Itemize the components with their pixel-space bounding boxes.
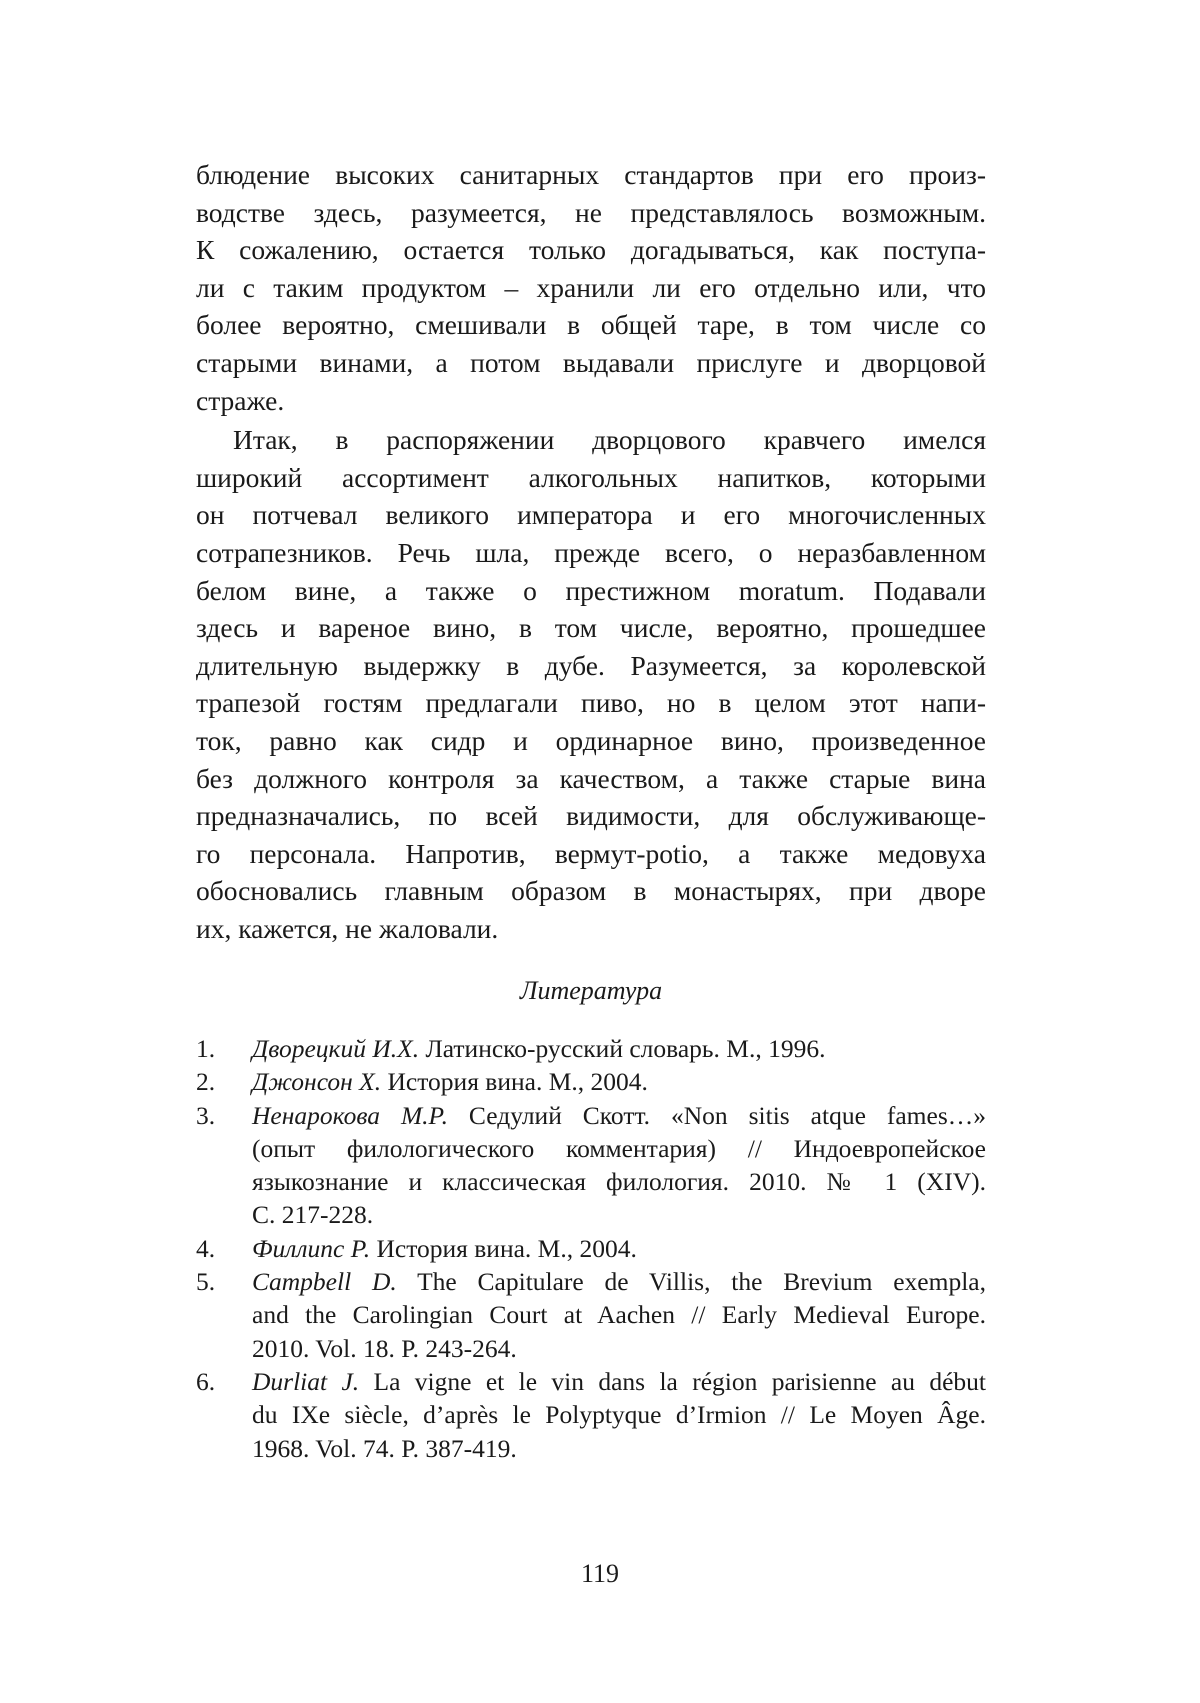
reference-item bbox=[196, 1232, 986, 1265]
reference-item bbox=[196, 1099, 986, 1232]
text-line: он потчевал великого императора и его многочисленных bbox=[196, 499, 986, 531]
reference-author: Ненарокова М.Р. bbox=[252, 1100, 448, 1130]
reference-author: Джонсон Х. bbox=[252, 1067, 382, 1097]
text-line: блюдение высоких санитарных стандартов при его произ- bbox=[196, 159, 986, 190]
reference-number: 6. bbox=[196, 1366, 216, 1396]
text-line: более вероятно, смешивали в общей таре, в том числе со bbox=[196, 309, 986, 341]
reference-number: 2. bbox=[196, 1067, 216, 1097]
reference-line bbox=[252, 1232, 986, 1265]
reference-text: Латинско-русский словарь. М., 1996. bbox=[419, 1034, 826, 1063]
reference-text: История вина. М., 2004. bbox=[381, 1067, 648, 1097]
references-list bbox=[196, 1032, 986, 1465]
reference-text: La vigne et le vin dans la région parisienne au début bbox=[359, 1366, 986, 1396]
reference-author: Дворецкий И.Х. bbox=[252, 1034, 420, 1063]
text-line: ли с таким продуктом – хранили ли его отдельно или, что bbox=[196, 271, 986, 303]
text-line: Итак, в распоряжении дворцового кравчего имелся bbox=[233, 424, 986, 456]
text-line: страже. bbox=[196, 384, 285, 416]
body-paragraph-1 bbox=[196, 156, 986, 419]
reference-line: С. 217-228. bbox=[252, 1200, 374, 1230]
reference-line: 1968. Vol. 74. P. 387-419. bbox=[252, 1433, 517, 1463]
text-line: их, кажется, не жаловали. bbox=[196, 912, 499, 944]
reference-line: and the Carolingian Court at Aachen // Early Medieval Europe. bbox=[252, 1300, 986, 1330]
text-line: старыми винами, а потом выдавали прислуге и дворцовой bbox=[196, 346, 986, 378]
page-number: 119 bbox=[580, 1559, 620, 1588]
reference-text: История вина. М., 2004. bbox=[370, 1233, 637, 1263]
text-line: без должного контроля за качеством, а также старые вина bbox=[196, 762, 986, 794]
text-line: длительную выдержку в дубе. Разумеется, за королевской bbox=[196, 649, 986, 681]
page-body bbox=[196, 156, 986, 1463]
text-line: трапезой гостям предлагали пиво, но в целом этот напи- bbox=[196, 687, 986, 719]
reference-number: 4. bbox=[196, 1233, 216, 1263]
reference-number: 1. bbox=[196, 1034, 216, 1063]
text-line: К сожалению, остается только догадываться, как поступа- bbox=[196, 234, 986, 266]
reference-item bbox=[196, 1065, 986, 1098]
body-paragraph-2 bbox=[196, 421, 986, 947]
reference-text: The Capitulare de Villis, the Brevium exempla, bbox=[396, 1267, 986, 1297]
reference-item bbox=[196, 1265, 986, 1365]
reference-line bbox=[252, 1099, 986, 1132]
reference-line: 2010. Vol. 18. P. 243-264. bbox=[252, 1333, 517, 1363]
text-line: предназначались, по всей видимости, для обслуживающе- bbox=[196, 800, 986, 832]
reference-text: Седулий Скотт. «Non sitis atque fames…» bbox=[447, 1100, 986, 1130]
text-line: белом вине, а также о престижном moratum. Подавали bbox=[196, 574, 986, 606]
text-line: здесь и вареное вино, в том числе, вероятно, прошедшее bbox=[196, 612, 986, 644]
reference-number: 5. bbox=[196, 1267, 216, 1297]
reference-line bbox=[252, 1032, 986, 1065]
text-line: широкий ассортимент алкогольных напитков, которыми bbox=[196, 461, 986, 493]
reference-line: (опыт филологического комментария) // Индоевропейское bbox=[252, 1133, 986, 1163]
reference-line: языкознание и классическая филология. 2010. № 1 (XIV). bbox=[252, 1167, 986, 1197]
text-line: водстве здесь, разумеется, не представлялось возможным. bbox=[196, 196, 986, 228]
reference-author: Филлипс Р. bbox=[252, 1233, 371, 1263]
reference-line bbox=[252, 1065, 986, 1098]
text-line: сотрапезников. Речь шла, прежде всего, о неразбавленном bbox=[196, 536, 986, 568]
reference-item bbox=[196, 1032, 986, 1065]
reference-author: Durliat J. bbox=[252, 1366, 360, 1396]
reference-line bbox=[252, 1265, 986, 1298]
reference-author: Campbell D. bbox=[252, 1267, 397, 1297]
reference-number: 3. bbox=[196, 1100, 216, 1130]
reference-line: du IXe siècle, d’après le Polyptyque d’Irmion // Le Moyen Âge. bbox=[252, 1400, 986, 1430]
reference-item bbox=[196, 1365, 986, 1465]
references-heading: Литература bbox=[519, 976, 663, 1005]
text-line: го персонала. Напротив, вермут-potio, а также медовуха bbox=[196, 837, 986, 869]
text-line: ток, равно как сидр и ординарное вино, произведенное bbox=[196, 724, 986, 756]
text-line: обосновались главным образом в монастырях, при дворе bbox=[196, 875, 986, 907]
reference-line bbox=[252, 1365, 986, 1398]
